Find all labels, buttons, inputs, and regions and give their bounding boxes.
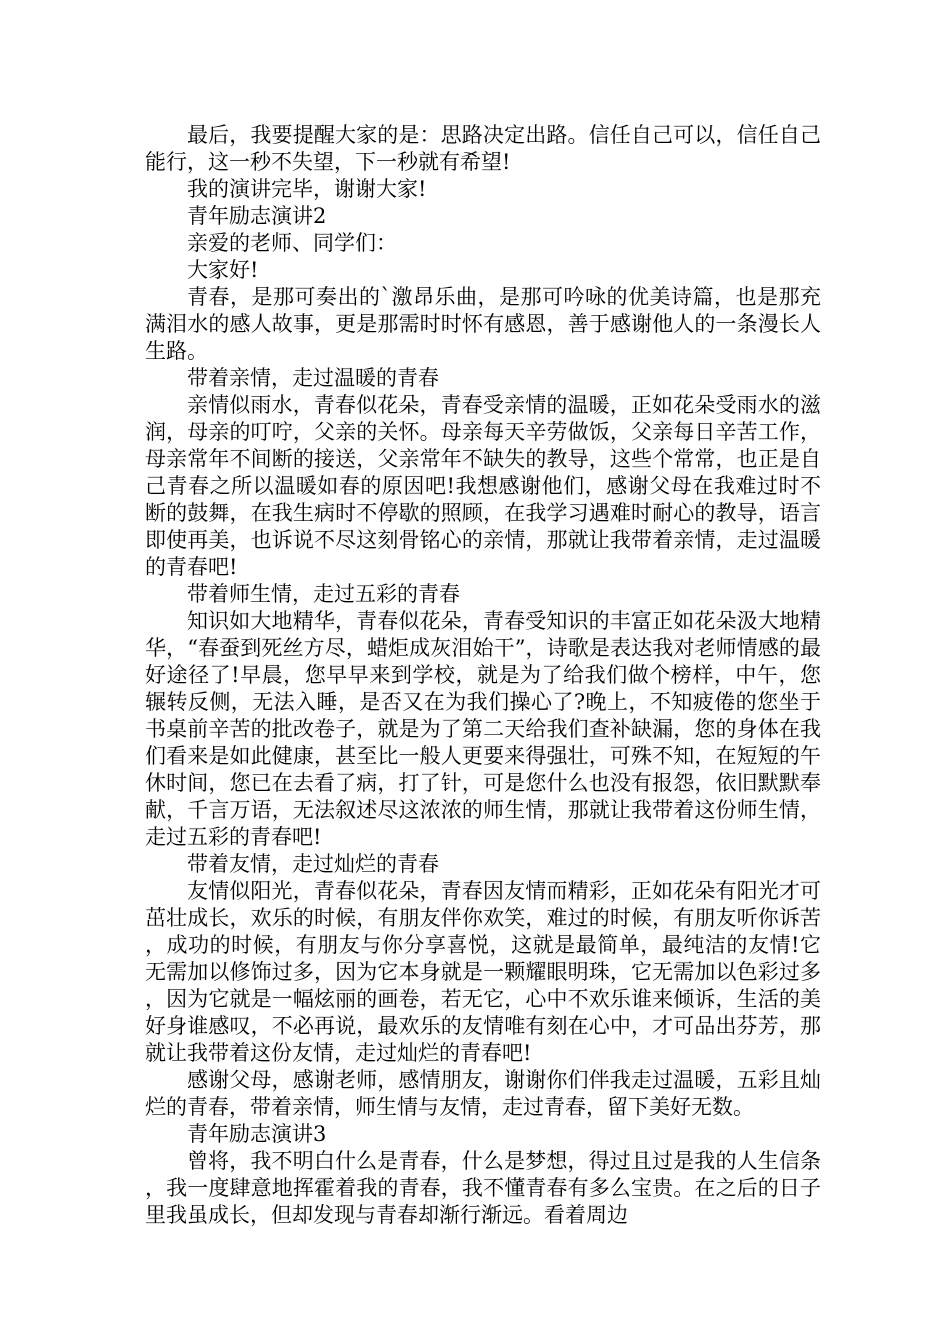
salutation: 亲爱的老师、同学们： (187, 231, 397, 255)
paragraph: 青春，是那可奏出的`激昂乐曲，是那可吟咏的优美诗篇，也是那充满泪水的感人故事，更是那需时时怀有感恩，善于感谢他人的一条漫长人生路。 (145, 285, 821, 363)
section-heading: 青年励志演讲3 (187, 1122, 327, 1146)
paragraph: 曾将，我不明白什么是青春，什么是梦想，得过且过是我的人生信条，我一度肆意地挥霍着我的青春，我不懂青春有多么宝贵。在之后的日子里我虽成长，但却发现与青春却渐行渐远。看着周边 (145, 1149, 821, 1227)
subheading: 带着亲情，走过温暖的青春 (187, 366, 439, 390)
paragraph: 我的演讲完毕，谢谢大家! (187, 177, 427, 201)
paragraph: 友情似阳光，青春似花朵，青春因友情而精彩，正如花朵有阳光才可茁壮成长，欢乐的时候，有朋友伴你欢笑，难过的时候，有朋友听你诉苦，成功的时候，有朋友与你分享喜悦，这就是最简单，最纯洁的友情!它无需加以修饰过多，因为它本身就是一颗耀眼明珠，它无需加以色彩过多，因为它就是一幅炫丽的画卷，若无它，心中不欢乐谁来倾诉，生活的美好身谁感叹，不必再说，最欢乐的友情唯有刻在心中，才可品出芬芳，那就让我带着这份友情，走过灿烂的青春吧! (145, 879, 821, 1065)
paragraph: 感谢父母，感谢老师，感情朋友，谢谢你们伴我走过温暖，五彩且灿烂的青春，带着亲情，师生情与友情，走过青春，留下美好无数。 (145, 1068, 821, 1119)
subheading: 带着友情，走过灿烂的青春 (187, 852, 439, 876)
paragraph: 知识如大地精华，青春似花朵，青春受知识的丰富正如花朵汲大地精华，“春蚕到死丝方尽，蜡炬成灰泪始干”，诗歌是表达我对老师情感的最好途径了!早晨，您早早来到学校，就是为了给我们做个榜样，中午，您辗转反侧，无法入睡，是否又在为我们操心了?晚上，不知疲倦的您坐于书桌前辛苦的批改卷子，就是为了第二天给我们查补缺漏，您的身体在我们看来是如此健康，甚至比一般人更要来得强壮，可殊不知，在短短的午休时间，您已在去看了病，打了针，可是您什么也没有报怨，依旧默默奉献，千言万语，无法叙述尽这浓浓的师生情，那就让我带着这份师生情，走过五彩的青春吧! (145, 609, 821, 849)
section-heading: 青年励志演讲2 (187, 204, 327, 228)
greeting: 大家好! (187, 258, 259, 282)
paragraph: 最后，我要提醒大家的是：思路决定出路。信任自己可以，信任自己能行，这一秒不失望，下一秒就有希望! (145, 123, 821, 174)
subheading: 带着师生情，走过五彩的青春 (187, 582, 460, 606)
paragraph: 亲情似雨水，青春似花朵，青春受亲情的温暖，正如花朵受雨水的滋润，母亲的叮咛，父亲的关怀。母亲每天辛劳做饭，父亲每日辛苦工作，母亲常年不间断的接送，父亲常年不缺失的教导，这些个常常，也正是自己青春之所以温暖如春的原因吧!我想感谢他们，感谢父母在我难过时不断的鼓舞，在我生病时不停歇的照顾，在我学习遇难时耐心的教导，语言即使再美，也诉说不尽这刻骨铭心的亲情，那就让我带着亲情，走过温暖的青春吧! (145, 393, 821, 579)
document-page (145, 122, 821, 1229)
